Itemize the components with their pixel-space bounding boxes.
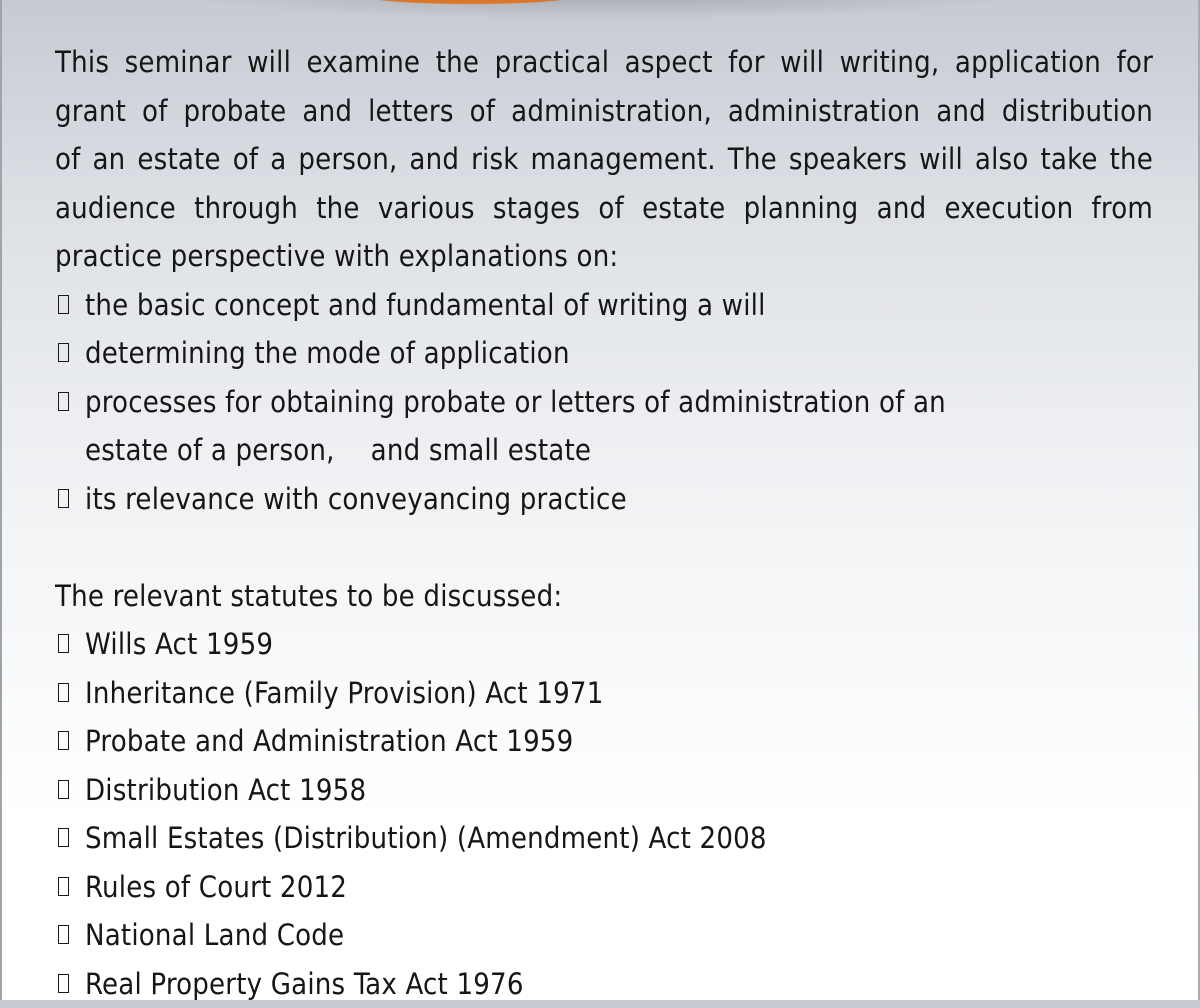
list-item [55, 281, 1153, 330]
statute-text: Wills Act 1959 [85, 627, 273, 661]
statutes-heading: The relevant statutes to be discussed: [55, 572, 1153, 621]
list-item [55, 669, 1153, 718]
intro-line: of an estate of a person, and risk management. The speakers will also take the [55, 135, 1153, 184]
intro-paragraph [55, 38, 1153, 281]
statute-text: National Land Code [85, 918, 344, 952]
continuation-part-1: estate of a person, [85, 433, 335, 467]
topic-text: determining the mode of application [85, 336, 570, 370]
bullet-box-icon [58, 295, 69, 314]
topic-text: processes for obtaining probate or letters of administration of an [85, 385, 946, 419]
bullet-box-icon [58, 343, 69, 362]
statute-text: Small Estates (Distribution) (Amendment) Act 2008 [85, 821, 767, 855]
topics-list [55, 281, 1153, 524]
topic-text: its relevance with conveyancing practice [85, 482, 627, 516]
continuation-part-2: and small estate [371, 433, 592, 467]
bullet-box-icon [58, 392, 69, 411]
intro-line: grant of probate and letters of administration, administration and distribution [55, 87, 1153, 136]
list-item [55, 960, 1153, 1008]
bullet-box-icon [58, 780, 69, 799]
statute-text: Inheritance (Family Provision) Act 1971 [85, 676, 604, 710]
list-item [55, 766, 1153, 815]
bullet-box-icon [58, 489, 69, 508]
statute-text: Real Property Gains Tax Act 1976 [85, 967, 524, 1001]
bullet-box-icon [58, 731, 69, 750]
section-spacer [55, 523, 1153, 572]
list-item [55, 911, 1153, 960]
bullet-box-icon [58, 974, 69, 993]
intro-line: audience through the various stages of estate planning and execution from [55, 184, 1153, 233]
bullet-box-icon [58, 828, 69, 847]
top-decorative-shadow [150, 0, 1050, 20]
list-item [55, 475, 1153, 524]
bullet-box-icon [58, 877, 69, 896]
left-border [0, 0, 2, 1000]
list-item [55, 378, 1153, 475]
list-item [55, 620, 1153, 669]
intro-line: practice perspective with explanations on: [55, 232, 1153, 281]
intro-line: This seminar will examine the practical aspect for will writing, application for [55, 38, 1153, 87]
seminar-description [55, 38, 1153, 1008]
topic-text: the basic concept and fundamental of writing a will [85, 288, 766, 322]
bullet-box-icon [58, 683, 69, 702]
bullet-box-icon [58, 925, 69, 944]
list-item [55, 863, 1153, 912]
list-item [55, 814, 1153, 863]
list-item [55, 717, 1153, 766]
statute-text: Distribution Act 1958 [85, 773, 366, 807]
topic-continuation [85, 426, 1153, 475]
list-item [55, 329, 1153, 378]
bullet-box-icon [58, 634, 69, 653]
statute-text: Rules of Court 2012 [85, 870, 347, 904]
statute-text: Probate and Administration Act 1959 [85, 724, 573, 758]
statutes-list [55, 620, 1153, 1008]
